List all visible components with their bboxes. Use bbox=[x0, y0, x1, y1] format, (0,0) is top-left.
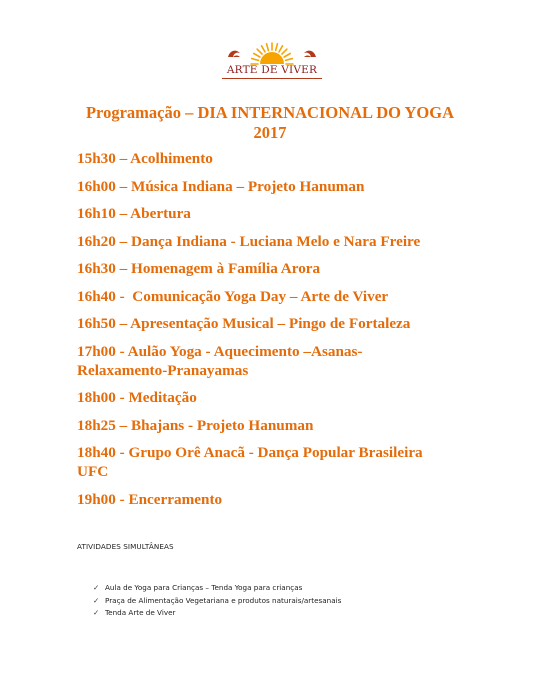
schedule-item: 16h40 - Comunicação Yoga Day – Arte de Viver bbox=[77, 287, 389, 305]
check-icon: ✓ bbox=[93, 595, 100, 605]
sun-ray-icon bbox=[276, 44, 278, 51]
sun-ray-icon bbox=[286, 59, 293, 61]
arte-de-viver-logo bbox=[222, 40, 322, 82]
sun-ray-icon bbox=[254, 54, 260, 58]
schedule-item: 18h25 – Bhajans - Projeto Hanuman bbox=[77, 416, 314, 434]
logo-underline bbox=[222, 78, 322, 79]
activity-item bbox=[93, 607, 341, 620]
page-title bbox=[60, 103, 480, 143]
simultaneous-activities-list bbox=[93, 582, 341, 620]
sun-ray-icon bbox=[257, 49, 262, 54]
sun-logo-icon bbox=[222, 40, 322, 66]
sun-ray-icon bbox=[282, 49, 287, 54]
sun-ray-icon bbox=[267, 44, 269, 51]
schedule-item: 19h00 - Encerramento bbox=[77, 490, 223, 508]
title-line-2: 2017 bbox=[253, 123, 287, 142]
right-bird-icon bbox=[304, 51, 316, 57]
left-bird-icon bbox=[228, 51, 240, 57]
schedule-item: 16h30 – Homenagem à Família Arora bbox=[77, 260, 321, 277]
sun-disc-icon bbox=[260, 52, 284, 64]
activity-label: Praça de Alimentação Vegetariana e produtos naturais/artesanais bbox=[105, 595, 342, 605]
schedule-item: 16h10 – Abertura bbox=[77, 205, 191, 222]
schedule-item: 16h50 – Apresentação Musical – Pingo de Fortaleza bbox=[77, 315, 411, 332]
sun-ray-icon bbox=[279, 46, 283, 52]
schedule-item: 17h00 - Aulão Yoga - Aquecimento –Asanas- Relaxamento-Pranayamas bbox=[77, 342, 363, 379]
schedule-item: 15h30 – Acolhimento bbox=[77, 150, 213, 167]
activity-item bbox=[93, 595, 341, 608]
schedule-item: 18h40 - Grupo Orê Anacã - Dança Popular Brasileira UFC bbox=[77, 444, 423, 480]
sun-ray-icon bbox=[252, 59, 259, 61]
schedule-item: 16h20 – Dança Indiana - Luciana Melo e Nara Freire bbox=[77, 232, 421, 250]
activity-item bbox=[93, 582, 341, 595]
sun-ray-icon bbox=[262, 46, 266, 52]
check-icon: ✓ bbox=[93, 608, 100, 617]
schedule-list bbox=[77, 149, 477, 517]
activity-label: Tenda Arte de Viver bbox=[105, 608, 176, 617]
activity-label: Aula de Yoga para Crianças – Tenda Yoga para crianças bbox=[105, 583, 303, 592]
check-icon: ✓ bbox=[93, 583, 100, 592]
brand-name: ARTE DE VIVER bbox=[226, 64, 318, 76]
schedule-item: 18h00 - Meditação bbox=[77, 389, 197, 406]
schedule-item: 16h00 – Música Indiana – Projeto Hanuman bbox=[77, 177, 365, 195]
title-line-1: Programação – DIA INTERNACIONAL DO YOGA bbox=[85, 103, 455, 122]
sun-ray-icon bbox=[284, 54, 290, 58]
simultaneous-activities-title: ATIVIDADES SIMULTÂNEAS bbox=[77, 542, 174, 551]
